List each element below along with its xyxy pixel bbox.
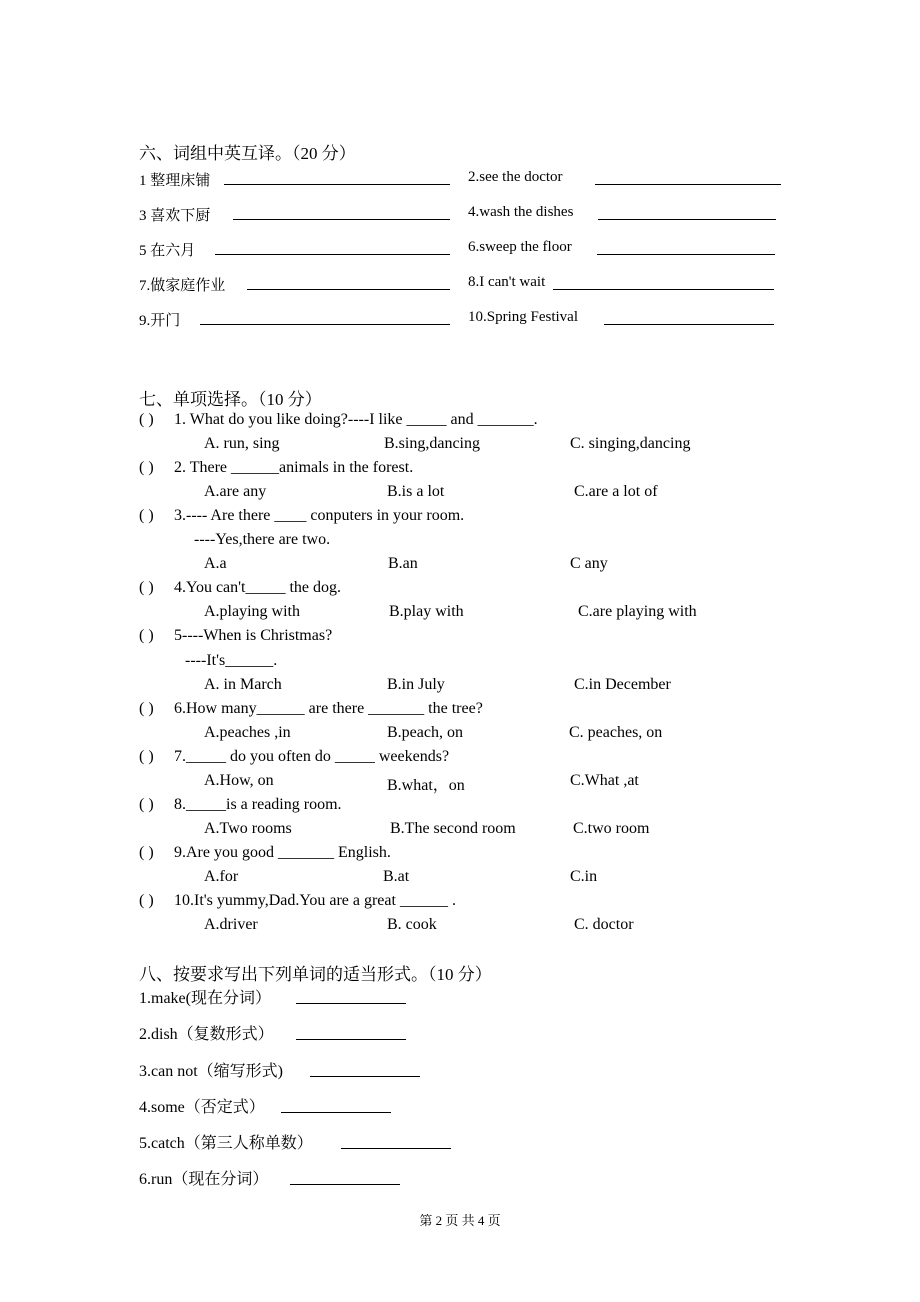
- answer-line-6[interactable]: [597, 254, 775, 255]
- q4-option-b: B.play with: [389, 603, 464, 620]
- q1-option-a: A. run, sing: [204, 435, 280, 452]
- vocab-item-10: 10.Spring Festival: [468, 309, 579, 325]
- answer-line-3[interactable]: [233, 219, 450, 220]
- answer-bracket[interactable]: ( ): [139, 844, 154, 861]
- word-form-line-5[interactable]: [341, 1148, 451, 1149]
- vocab-item-1: 1 整理床铺: [139, 173, 211, 189]
- vocab-item-8: 8.I can't wait: [468, 274, 546, 290]
- vocab-item-9: 9.开门: [139, 313, 181, 329]
- q4-option-a: A.playing with: [204, 603, 300, 620]
- q3-option-b: B.an: [388, 555, 418, 572]
- answer-bracket[interactable]: ( ): [139, 459, 154, 476]
- question-3: 3.---- Are there ____ conputers in your room.: [174, 507, 465, 524]
- q1-option-c: C. singing,dancing: [570, 435, 691, 452]
- q3-option-a: A.a: [204, 555, 227, 572]
- q7-option-b: B.what，on: [387, 777, 465, 794]
- q4-option-c: C.are playing with: [578, 603, 697, 620]
- answer-bracket[interactable]: ( ): [139, 579, 154, 596]
- question-1: 1. What do you like doing?----I like _____ and _______.: [174, 411, 538, 428]
- q2-option-a: A.are any: [204, 483, 267, 500]
- vocab-item-3: 3 喜欢下厨: [139, 208, 211, 224]
- q8-option-c: C.two room: [573, 820, 650, 837]
- answer-line-1[interactable]: [224, 184, 450, 185]
- q10-option-b: B. cook: [387, 916, 437, 933]
- answer-line-7[interactable]: [247, 289, 450, 290]
- answer-line-4[interactable]: [598, 219, 776, 220]
- q6-option-c: C. peaches, on: [569, 724, 663, 741]
- vocab-item-6: 6.sweep the floor: [468, 239, 572, 255]
- q3-option-c: C any: [570, 555, 608, 572]
- vocab-item-2: 2.see the doctor: [468, 169, 563, 185]
- q2-option-b: B.is a lot: [387, 483, 445, 500]
- q5-option-b: B.in July: [387, 676, 445, 693]
- section-8-title: 八、按要求写出下列单词的适当形式。（10 分）: [139, 965, 492, 984]
- answer-bracket[interactable]: ( ): [139, 507, 154, 524]
- section-7-title: 七、单项选择。（10 分）: [139, 390, 322, 409]
- q5-option-c: C.in December: [574, 676, 671, 693]
- q6-option-a: A.peaches ,in: [204, 724, 291, 741]
- answer-bracket[interactable]: ( ): [139, 627, 154, 644]
- q5-option-a: A. in March: [204, 676, 282, 693]
- q9-option-b: B.at: [383, 868, 410, 885]
- q7-option-a: A.How, on: [204, 772, 274, 789]
- question-5: 5----When is Christmas?: [174, 627, 333, 644]
- answer-bracket[interactable]: ( ): [139, 796, 154, 813]
- answer-bracket[interactable]: ( ): [139, 892, 154, 909]
- vocab-item-4: 4.wash the dishes: [468, 204, 574, 220]
- question-3-reply: ----Yes,there are two.: [194, 531, 331, 548]
- word-form-item-1: 1.make(现在分词）: [139, 990, 271, 1007]
- word-form-item-2: 2.dish（复数形式）: [139, 1026, 274, 1043]
- q2-option-c: C.are a lot of: [574, 483, 658, 500]
- section-6-title: 六、词组中英互译。（20 分）: [139, 144, 356, 163]
- q8-option-b: B.The second room: [390, 820, 516, 837]
- vocab-item-5: 5 在六月: [139, 243, 196, 259]
- answer-line-5[interactable]: [215, 254, 450, 255]
- q10-option-c: C. doctor: [574, 916, 634, 933]
- word-form-line-4[interactable]: [281, 1112, 391, 1113]
- q9-option-a: A.for: [204, 868, 239, 885]
- word-form-line-1[interactable]: [296, 1003, 406, 1004]
- question-5-reply: ----It's______.: [185, 652, 278, 669]
- question-2: 2. There ______animals in the forest.: [174, 459, 414, 476]
- q1-option-b: B.sing,dancing: [384, 435, 480, 452]
- question-9: 9.Are you good _______ English.: [174, 844, 391, 861]
- word-form-item-3: 3.can not（缩写形式): [139, 1063, 283, 1080]
- word-form-item-4: 4.some（否定式）: [139, 1099, 265, 1116]
- question-10: 10.It's yummy,Dad.You are a great ______ .: [174, 892, 456, 909]
- answer-bracket[interactable]: ( ): [139, 411, 154, 428]
- answer-line-2[interactable]: [595, 184, 781, 185]
- answer-line-10[interactable]: [604, 324, 774, 325]
- word-form-line-2[interactable]: [296, 1039, 406, 1040]
- question-7: 7._____ do you often do _____ weekends?: [174, 748, 450, 765]
- answer-bracket[interactable]: ( ): [139, 748, 154, 765]
- question-6: 6.How many______ are there _______ the tree?: [174, 700, 483, 717]
- question-4: 4.You can't_____ the dog.: [174, 579, 342, 596]
- answer-line-9[interactable]: [200, 324, 450, 325]
- answer-line-8[interactable]: [553, 289, 774, 290]
- q8-option-a: A.Two rooms: [204, 820, 292, 837]
- q6-option-b: B.peach, on: [387, 724, 463, 741]
- q10-option-a: A.driver: [204, 916, 258, 933]
- word-form-item-5: 5.catch（第三人称单数）: [139, 1135, 313, 1152]
- word-form-line-3[interactable]: [310, 1076, 420, 1077]
- vocab-item-7: 7.做家庭作业: [139, 278, 226, 294]
- question-8: 8._____is a reading room.: [174, 796, 342, 813]
- word-form-line-6[interactable]: [290, 1184, 400, 1185]
- q9-option-c: C.in: [570, 868, 598, 885]
- page-number: 第 2 页 共 4 页: [419, 1213, 501, 1228]
- q7-option-c: C.What ,at: [570, 772, 639, 789]
- answer-bracket[interactable]: ( ): [139, 700, 154, 717]
- word-form-item-6: 6.run（现在分词）: [139, 1171, 269, 1188]
